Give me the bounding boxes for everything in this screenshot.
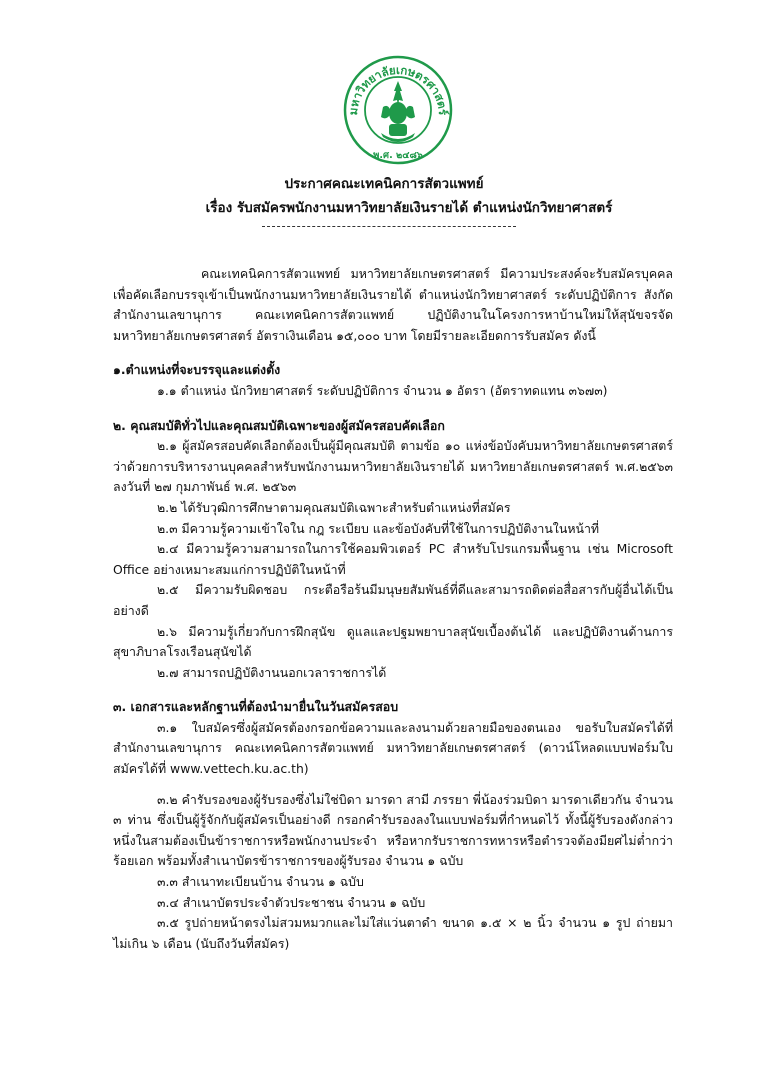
section-2-item: ๒.๔ มีความรู้ความสามารถในการใช้คอมพิวเตอร์ PC สำหรับโปรแกรมพื้นฐาน เช่น Microsoft Office อย่างเหมาะสมแก่การปฏิบัติในหน้าที่ xyxy=(113,541,673,577)
svg-text:มหาวิทยาลัยเกษตรศาสตร์: มหาวิทยาลัยเกษตรศาสตร์ xyxy=(345,62,451,116)
section-2-heading: ๒. คุณสมบัติทั่วไปและคุณสมบัติเฉพาะของผู้สมัครสอบคัดเลือก xyxy=(113,417,445,433)
section-3-item: ๓.๑ ใบสมัครซึ่งผู้สมัครต้องกรอกข้อความและลงนามด้วยลายมือของตนเอง ขอรับใบสมัครได้ที่สำนักงานเลขานุการ คณะเทคนิคการสัตวแพทย์ มหาวิทยาลัยเกษตรศาสตร์ (ดาวน์โหลดแบบฟอร์มใบสมัครได้ที่ www.vettech.ku.ac.th) xyxy=(113,719,673,777)
section-2-item: ๒.๕ มีความรับผิดชอบ กระตือรือร้นมีมนุษยสัมพันธ์ที่ดีและสามารถติดต่อสื่อสารกับผู้อื่นได้เป็นอย่างดี xyxy=(113,582,673,618)
section-2-item: ๒.๒ ได้รับวุฒิการศึกษาตามคุณสมบัติเฉพาะสำหรับตำแหน่งที่สมัคร xyxy=(157,499,511,515)
section-2-item: ๒.๖ มีความรู้เกี่ยวกับการฝึกสุนัข ดูแลและปฐมพยาบาลสุนัขเบื้องต้นได้ และปฏิบัติงานด้านการสุขาภิบาลโรงเรือนสุนัขได้ xyxy=(113,623,673,660)
section-2-item: ๒.๓ มีความรู้ความเข้าใจใน กฎ ระเบียบ และข้อบังคับที่ใช้ในการปฏิบัติงานในหน้าที่ xyxy=(157,520,600,536)
section-3-item: ๓.๕ รูปถ่ายหน้าตรงไม่สวมหมวกและไม่ใส่แว่นตาดำ ขนาด ๑.๕ × ๒ นิ้ว จำนวน ๑ รูป ถ่ายมา ไม่เกิน ๖ เดือน (นับถึงวันที่สมัคร) xyxy=(113,915,673,951)
section-2-item: ๒.๗ สามารถปฏิบัติงานนอกเวลาราชการได้ xyxy=(157,664,387,680)
section-3-heading: ๓. เอกสารและหลักฐานที่ต้องนำมายื่นในวันสมัครสอบ xyxy=(113,699,399,715)
svg-text:พ.ศ. ๒๔๘๖: พ.ศ. ๒๔๘๖ xyxy=(373,150,423,161)
section-1-item: ๑.๑ ตำแหน่ง นักวิทยาศาสตร์ ระดับปฏิบัติการ จำนวน ๑ อัตรา (อัตราทดแทน ๓๖๗๓) xyxy=(157,382,608,398)
section-1-heading: ๑.ตำแหน่งที่จะบรรจุและแต่งตั้ง xyxy=(113,362,281,378)
section-2-item: ๒.๑ ผู้สมัครสอบคัดเลือกต้องเป็นผู้มีคุณสมบัติ ตามข้อ ๑๐ แห่งข้อบังคับมหาวิทยาลัยเกษตรศาสตร์ ว่าด้วยการบริหารงานบุคคลสำหรับพนักงานมหาวิทยาลัยเงินรายได้ มหาวิทยาลัยเกษตรศาสตร์ พ.ศ.๒๕๖๓ ลงวันที่ ๒๗ กุมภาพันธ์ พ.ศ. ๒๕๖๓ xyxy=(113,438,673,495)
university-seal-logo xyxy=(343,55,453,165)
section-3-item: ๓.๔ สำเนาบัตรประจำตัวประชาชน จำนวน ๑ ฉบับ xyxy=(157,894,426,910)
section-3-item: ๓.๒ คำรับรองของผู้รับรองซึ่งไม่ใช่บิดา มารดา สามี ภรรยา พี่น้องร่วมบิดา มารดาเดียวกัน จำนวน ๓ ท่าน ซึ่งเป็นผู้รู้จักกับผู้สมัครเป็นอย่างดี กรอกคำรับรองลงในแบบฟอร์มที่กำหนดไว้ ทั้งนี้ผู้รับรองดังกล่าวหนึ่งในสามต้องเป็นข้าราชการหรือพนักงานประจำ หรือหากรับราชการทหารหรือตำรวจต้องมียศไม่ต่ำกว่าร้อยเอก พร้อมทั้งสำเนาบัตรข้าราชการของผู้รับรอง จำนวน ๑ ฉบับ xyxy=(113,791,673,869)
title-line-2: เรื่อง รับสมัครพนักงานมหาวิทยาลัยเงินรายได้ ตำแหน่งนักวิทยาศาสตร์ xyxy=(205,200,613,216)
section-3-item: ๓.๓ สำเนาทะเบียนบ้าน จำนวน ๑ ฉบับ xyxy=(157,874,364,890)
announcement-body xyxy=(113,264,673,954)
intro-paragraph: คณะเทคนิคการสัตวแพทย์ มหาวิทยาลัยเกษตรศาสตร์ มีความประสงค์จะรับสมัครบุคคลเพื่อคัดเลือกบรรจุเข้าเป็นพนักงานมหาวิทยาลัยเงินรายได้ ตำแหน่งนักวิทยาศาสตร์ ระดับปฏิบัติการ สังกัดสำนักงานเลขานุการ คณะเทคนิคการสัตวแพทย์ ปฏิบัติงานในโครงการหาบ้านใหม่ให้สุนัขจรจัด มหาวิทยาลัยเกษตรศาสตร์ อัตราเงินเดือน ๑๕,๐๐๐ บาท โดยมีรายละเอียดการรับสมัคร ดังนี้ xyxy=(113,266,673,343)
title-line-1: ประกาศคณะเทคนิคการสัตวแพทย์ xyxy=(284,176,484,192)
announcement-title xyxy=(0,172,768,220)
title-divider xyxy=(262,226,516,227)
